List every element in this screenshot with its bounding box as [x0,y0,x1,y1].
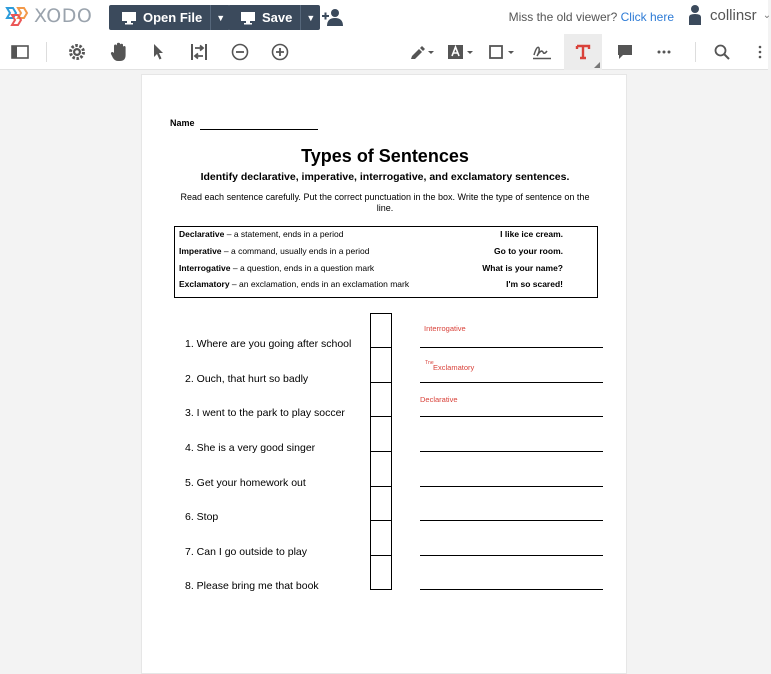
question-item: 4. She is a very good singer [185,442,316,454]
definition-row [179,279,593,293]
more-vertical-icon [758,45,762,59]
comment-icon [616,43,634,61]
zoom-in-button[interactable] [268,34,292,70]
corner-indicator-icon [594,62,600,68]
zoom-out-icon [231,43,249,61]
xodo-logo-icon [4,5,30,27]
worksheet-title: Types of Sentences [301,146,469,166]
definition-example: Go to your room. [494,246,563,256]
open-file-dropdown[interactable]: ▼ [210,5,230,30]
settings-button[interactable] [64,34,90,70]
definition-term: Exclamatory [179,279,230,289]
old-viewer-notice [509,10,674,24]
username: collinsr [710,6,757,24]
add-user-icon[interactable] [321,7,345,27]
question-item: 5. Get your homework out [185,477,306,489]
monitor-icon [121,11,137,25]
free-text-icon [575,44,591,60]
top-bar [0,0,771,34]
more-tools-button[interactable] [651,34,677,70]
toolbar-divider [695,42,696,62]
punctuation-box[interactable] [370,313,392,348]
signature-icon [532,43,552,61]
gear-icon [68,43,86,61]
chevron-down-icon: ⌄ [762,9,771,21]
monitor-icon [240,11,256,25]
document-viewer[interactable] [0,71,768,661]
search-button[interactable] [709,34,735,70]
logo-text: XODO [34,5,93,27]
punctuation-box[interactable] [370,486,392,521]
save-label: Save [262,10,293,25]
question-item: 8. Please bring me that book [185,580,319,592]
definition-term: Interrogative [179,263,231,273]
document-page[interactable] [141,74,627,674]
definition-example: I'm so scared! [506,279,563,289]
comment-tool-button[interactable] [612,34,638,70]
definitions-box [174,226,598,298]
punctuation-box[interactable] [370,348,392,383]
fit-page-icon [189,43,209,61]
text-box-icon [447,44,475,60]
pan-tool-button[interactable] [106,34,132,70]
shape-icon [488,44,516,60]
zoom-out-button[interactable] [228,34,252,70]
free-text-annotation[interactable]: Tne [425,360,434,366]
hand-icon [110,42,128,62]
annotation-toolbar [0,34,768,70]
zoom-in-icon [271,43,289,61]
panel-toggle-icon [11,45,29,59]
answer-line[interactable] [420,451,603,452]
worksheet-subtitle: Identify declarative, imperative, interrogative, and exclamatory sentences. [200,171,570,183]
definition-term: Imperative [179,246,222,256]
punctuation-box[interactable] [370,555,392,590]
answer-line[interactable] [420,416,603,417]
punctuation-box[interactable] [370,382,392,417]
search-icon [714,44,730,60]
name-label: Name [170,118,195,128]
select-tool-button[interactable] [146,34,170,70]
name-line [200,129,318,130]
definition-desc: – a statement, ends in a period [224,229,344,239]
definition-row [179,229,593,243]
save-dropdown[interactable]: ▼ [300,5,320,30]
free-text-annotation[interactable]: Interrogative [424,324,466,333]
more-icon [656,49,672,55]
question-item: 7. Can I go outside to play [185,546,307,558]
open-file-button[interactable] [109,5,230,30]
miss-text: Miss the old viewer? [508,10,618,24]
punctuation-box[interactable] [370,452,392,487]
question-item: 2. Ouch, that hurt so badly [185,373,309,385]
pointer-icon [151,43,165,61]
highlighter-icon [408,44,434,60]
question-item: 6. Stop [185,511,219,523]
xodo-logo[interactable] [4,5,92,27]
definition-example: What is your name? [482,263,563,273]
text-box-tool-button[interactable] [446,34,476,70]
fit-page-button[interactable] [186,34,212,70]
definition-desc: – an exclamation, ends in an exclamation mark [229,279,410,289]
question-item: 1. Where are you going after school [185,338,352,350]
signature-tool-button[interactable] [529,34,555,70]
free-text-annotation[interactable]: Declarative [420,395,458,404]
definition-example: I like ice cream. [500,229,563,239]
answer-line[interactable] [420,382,603,383]
overflow-menu[interactable] [754,34,766,70]
toolbar-divider [46,42,47,62]
click-here-link[interactable]: Click here [620,10,674,24]
definition-row [179,246,593,260]
free-text-tool-button[interactable] [564,34,602,70]
worksheet-instructions: Read each sentence carefully. Put the correct punctuation in the box. Write the type of sentence on the line. [180,192,590,213]
open-file-label: Open File [143,10,203,25]
save-button[interactable] [228,5,320,30]
definition-desc: – a question, ends in a question mark [230,263,375,273]
answer-line[interactable] [420,555,603,556]
definition-desc: – a command, usually ends in a period [221,246,370,256]
highlight-tool-button[interactable] [406,34,436,70]
shape-tool-button[interactable] [487,34,517,70]
user-menu[interactable] [688,4,771,26]
definition-term: Declarative [179,229,225,239]
user-icon [688,4,702,26]
punctuation-box[interactable] [370,417,392,452]
question-item: 3. I went to the park to play soccer [185,407,345,419]
panel-toggle-button[interactable] [6,34,34,70]
answer-line[interactable] [420,520,603,521]
answer-line[interactable] [420,589,603,590]
punctuation-box[interactable] [370,521,392,556]
answer-line[interactable] [420,347,603,348]
answer-line[interactable] [420,486,603,487]
free-text-annotation[interactable]: Exclamatory [433,363,475,372]
definition-row [179,263,593,277]
